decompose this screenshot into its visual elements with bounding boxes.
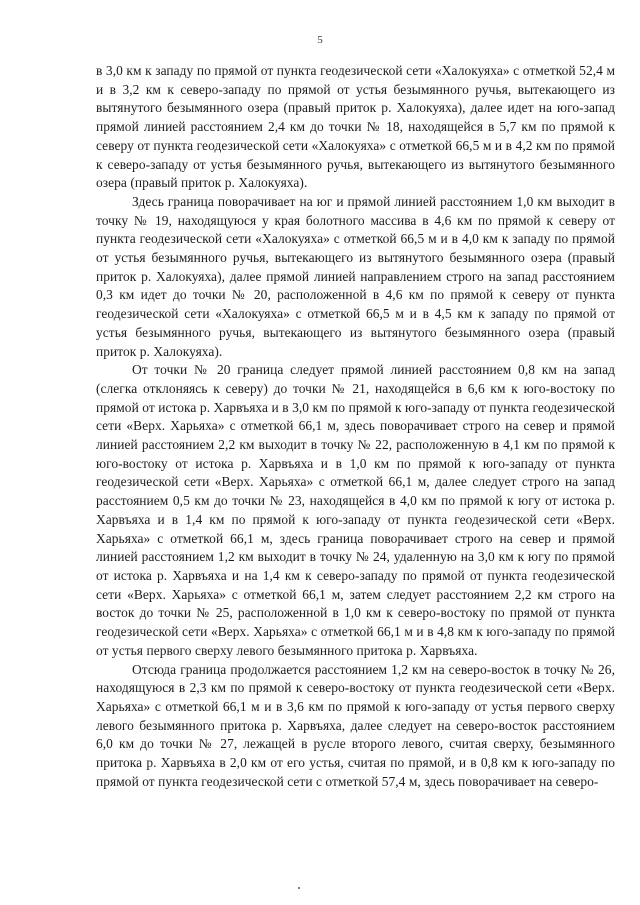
paragraph-3: От точки № 20 граница следует прямой линией расстоянием 0,8 км на запад (слегка отклоняясь к северу) до точки № 21, находящейся в 6,6 км к юго-востоку по прямой от истока р. Харвъяха и в 3,0 км по прямой к юго-западу от пункта геодезической сети «Верх. Харьяха» с отметкой 66,1 м, здесь поворачивает строго на север и прямой линией расстоянием 2,2 км выходит в точку № 22, расположенную в 4,1 км по прямой к юго-востоку от истока р. Харвъяха и в 1,0 км по прямой к юго-западу от пункта геодезической сети «Верх. Харьяха» с отметкой 66,1 м, далее следует строго на запад расстоянием 0,5 км до точки № 23, находящейся в 4,0 км по прямой к югу от истока р. Харвъяха и в 1,4 км по прямой к юго-западу от пункта геодезической сети «Верх. Харьяха» с отметкой 66,1 м, здесь граница поворачивает строго на север и прямой линией расстоянием 1,2 км выходит в точку № 24, удаленную на 3,0 км к югу по прямой от истока р. Харвъяха и на 1,4 км к северо-западу по прямой от пункта геодезической сети «Верх. Харьяха» с отметкой 66,1 м, затем следует расстоянием 2,2 км строго на восток до точки № 25, расположенной в 1,0 км к северо-востоку по прямой от пункта геодезической сети «Верх. Харьяха» с отметкой 66,1 м и в 4,8 км к юго-западу по прямой от устья первого сверху левого безымянного притока р. Харвъяха. — [96, 362, 615, 658]
paragraph-1: в 3,0 км к западу по прямой от пункта геодезической сети «Халокуяха» с отметкой 52,4 м и в 3,2 км к северо-западу по прямой от устья безымянного ручья, вытекающего из вытянутого безымянного озера (правый приток р. Халокуяха), далее идет на юго-запад прямой линией расстоянием 2,4 км до точки № 18, находящейся в 5,7 км по прямой к северу от пункта геодезической сети «Халокуяха» с отметкой 66,5 м и в 4,2 км по прямой к северо-западу от устья безымянного ручья, вытекающего из вытянутого безымянного озера (правый приток р. Халокуяха). — [96, 63, 615, 191]
scan-speck — [298, 887, 300, 889]
page-number: 5 — [317, 34, 323, 46]
document-body — [96, 62, 615, 791]
paragraph-2: Здесь граница поворачивает на юг и прямой линией расстоянием 1,0 км выходит в точку № 19, находящуюся у края болотного массива в 4,6 км по прямой к северу от пункта геодезической сети «Халокуяха» с отметкой 66,5 м и в 4,0 км к западу по прямой от устья безымянного ручья, вытекающего из вытянутого безымянного озера (правый приток р. Халокуяха), далее прямой линией направлением строго на запад расстоянием 0,3 км идет до точки № 20, расположенной в 4,6 км по прямой к северу от пункта геодезической сети «Халокуяха» с отметкой 66,5 м и в 4,5 км к западу по прямой от устья безымянного ручья, вытекающего из вытянутого безымянного озера (правый приток р. Халокуяха). — [96, 193, 615, 359]
paragraph-4: Отсюда граница продолжается расстоянием 1,2 км на северо-восток в точку № 26, находящуюся в 2,3 км по прямой к северо-востоку от пункта геодезической сети «Верх. Харьяха» с отметкой 66,1 м и в 3,6 км по прямой к юго-западу от устья первого сверху левого безымянного притока р. Харвъяха, далее следует на северо-восток расстоянием 6,0 км до точки № 27, лежащей в русле второго левого, считая сверху, безымянного притока р. Харвъяха в 2,0 км от его устья, считая по прямой, и в 0,8 км к юго-западу по прямой от пункта геодезической сети с отметкой 57,4 м, здесь поворачивает на северо- — [96, 661, 615, 789]
